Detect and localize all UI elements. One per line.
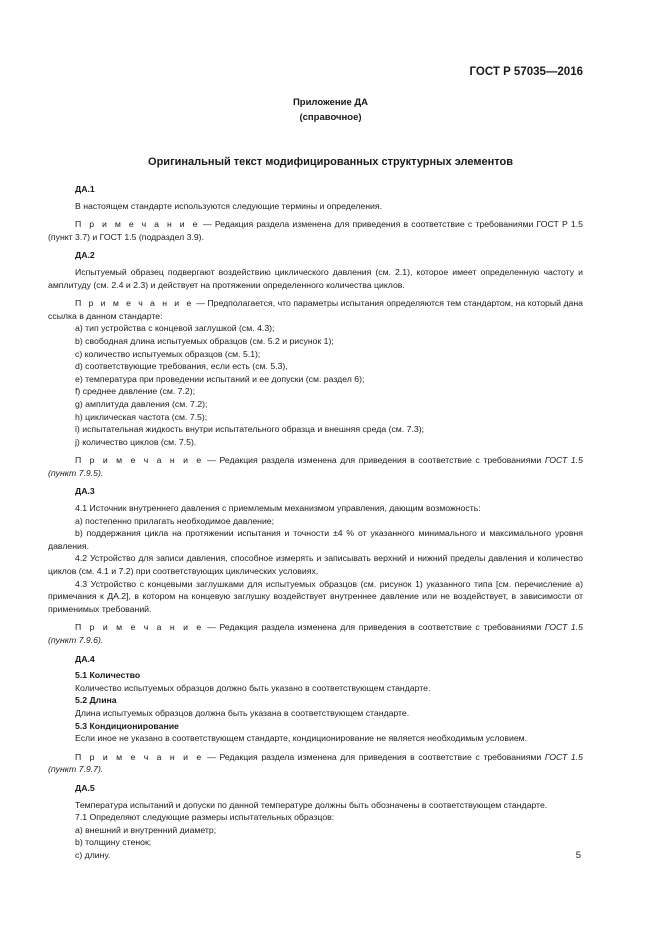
note-text: — Предполагается, что параметры испытания определяются тем стандартом, на который дана ссылка в данном стандарте: xyxy=(48,298,583,321)
section-heading-da4: ДА.4 xyxy=(75,653,95,664)
list-item: a) тип устройства с концевой заглушкой (см. 4.3); xyxy=(75,323,275,334)
note-label: П р и м е ч а н и е xyxy=(75,751,204,762)
list-item: d) соответствующие требования, если есть (см. 5.3), xyxy=(75,361,288,372)
paragraph: 4.3 Устройство с концевыми заглушками для испытуемых образцов (см. рисунок 1) указанного типа [см. перечисление a) примечания к ДА.2], в котором на концевую заглушку воздействует внутреннее давление или не воздействует, в зависимости от применимых требований. xyxy=(48,578,583,614)
paragraph: 7.1 Определяют следующие размеры испытательных образцов: xyxy=(75,812,335,823)
list-item: g) амплитуда давления (см. 7.2); xyxy=(75,398,208,409)
list-item: c) длину. xyxy=(75,849,111,860)
note-label: П р и м е ч а н и е xyxy=(75,298,194,309)
note xyxy=(48,621,583,646)
paragraph: Температура испытаний и допуски по данной температуре должны быть обозначены в соответствующем стандарте. xyxy=(75,799,548,810)
note-label: П р и м е ч а н и е xyxy=(75,219,200,230)
note-reference: ГОСТ 1.5 (пункт 7.9.7). xyxy=(48,751,583,775)
subsection-title: 5.1 Количество xyxy=(75,670,141,681)
note-text: — Редакция раздела изменена для приведения в соответствие с требованиями xyxy=(203,751,545,762)
document-title: Оригинальный текст модифицированных структурных элементов xyxy=(148,156,513,168)
note-label: П р и м е ч а н и е xyxy=(75,622,204,633)
paragraph: Если иное не указано в соответствующем стандарте, кондиционирование не является необходимым условием. xyxy=(75,733,528,744)
section-heading-da3: ДА.3 xyxy=(75,486,95,497)
paragraph: 4.2 Устройство для записи давления, способное измерять и записывать верхний и нижний пределы давления и количество циклов (см. 4.1 и 7.2) при соответствующих циклических условиях. xyxy=(48,553,583,577)
standard-number: ГОСТ Р 57035—2016 xyxy=(469,66,583,78)
list-item: j) количество циклов (см. 7.5). xyxy=(75,436,197,447)
list-item: a) внешний и внутренний диаметр; xyxy=(75,824,217,835)
note xyxy=(48,297,583,322)
note-text: — Редакция раздела изменена для приведения в соответствие с требованиями xyxy=(203,455,545,466)
section-heading-da5: ДА.5 xyxy=(75,782,95,793)
list-item: c) количество испытуемых образцов (см. 5.1); xyxy=(75,348,261,359)
note-label: П р и м е ч а н и е xyxy=(75,455,204,466)
paragraph: 4.1 Источник внутреннего давления с приемлемым механизмом управления, дающим возможность: xyxy=(75,503,481,514)
note xyxy=(48,751,583,776)
list-item: b) толщину стенок; xyxy=(75,837,152,848)
note xyxy=(48,454,583,479)
note-text: — Редакция раздела изменена для приведения в соответствие с требованиями xyxy=(203,622,545,633)
page-number: 5 xyxy=(575,850,581,861)
paragraph: Количество испытуемых образцов должно быть указано в соответствующем стандарте. xyxy=(75,682,431,693)
appendix-heading xyxy=(0,95,661,125)
note-text: — Редакция раздела изменена для приведения в соответствие с требованиями ГОСТ Р 1.5 (пункт 3.7) и ГОСТ 1.5 (подраздел 3.9). xyxy=(48,219,583,242)
list-item: b) поддержания цикла на протяжении испытания и точности ±4 % от указанного минимального и максимального уровня давления. xyxy=(48,528,583,551)
subsection-title: 5.3 Кондиционирование xyxy=(75,720,179,731)
paragraph: Длина испытуемых образцов должна быть указана в соответствующем стандарте. xyxy=(75,707,410,718)
list-item: f) среднее давление (см. 7.2); xyxy=(75,386,196,397)
appendix-type: (справочное) xyxy=(299,112,362,123)
section-heading-da2: ДА.2 xyxy=(75,250,95,261)
subsection-title: 5.2 Длина xyxy=(75,695,117,706)
document-body xyxy=(48,183,583,862)
list-item: b) свободная длина испытуемых образцов (см. 5.2 и рисунок 1); xyxy=(75,335,334,346)
note-reference: ГОСТ 1.5 (пункт 7.9.5). xyxy=(48,455,583,478)
list-item: e) температура при проведении испытаний и ее допуски (см. раздел 6); xyxy=(75,373,365,384)
list-item: a) постепенно прилагать необходимое давление; xyxy=(75,515,275,526)
note xyxy=(48,218,583,243)
paragraph: В настоящем стандарте используются следующие термины и определения. xyxy=(75,200,383,211)
note-reference: ГОСТ 1.5 (пункт 7.9.6). xyxy=(48,622,583,645)
list-item: i) испытательная жидкость внутри испытательного образца и внешняя среда (см. 7.3); xyxy=(75,424,424,435)
section-heading-da1: ДА.1 xyxy=(75,184,95,194)
appendix-title: Приложение ДА xyxy=(292,97,369,108)
paragraph: Испытуемый образец подвергают воздействию циклического давления (см. 2.1), которое имеет определенную частоту и амплитуду (см. 2.4 и 2.3) и действует на протяжении определенного количества циклов. xyxy=(48,266,583,290)
list-item: h) циклическая частота (см. 7.5); xyxy=(75,411,208,422)
